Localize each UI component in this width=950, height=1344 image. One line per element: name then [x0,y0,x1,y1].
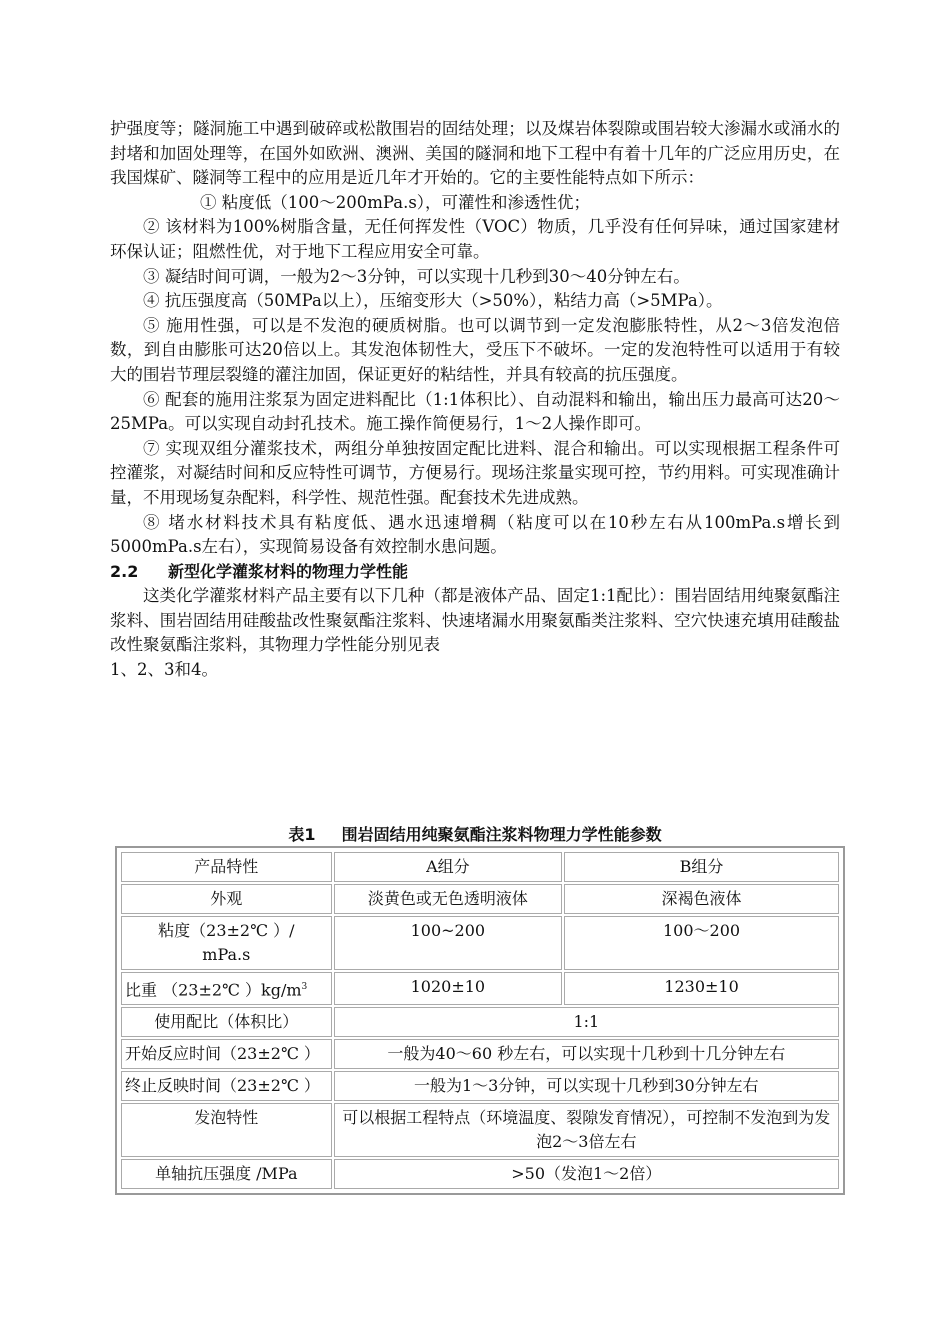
feature-item-3: ③ 凝结时间可调，一般为2～3分钟，可以实现十几秒到30～40分钟左右。 [143,266,690,286]
table-cell: 可以根据工程特点（环境温度、裂隙发育情况），可控制不发泡到为发泡2～3倍左右 [334,1103,839,1157]
table-cell: 100~200 [334,916,562,970]
table-row [121,1103,839,1157]
table-header-row [121,852,839,882]
paragraph-intro: 护强度等；隧洞施工中遇到破碎或松散围岩的固结处理；以及煤岩体裂隙或围岩较大渗漏水或涌水的封堵和加固处理等，在国外如欧洲、澳洲、美国的隧洞和地下工程中有着十几年的广泛应用历史，在我国煤矿、隧洞等工程中的应用是近几年才开始的。它的主要性能特点如下所示： [110,119,840,188]
section-number: 2.2 [110,561,139,581]
table-row [121,1071,839,1101]
table-row [121,916,839,970]
table-cell: A组分 [334,852,562,882]
table-cell: 外观 [121,884,332,914]
table-cell: 单轴抗压强度 /MPa [121,1159,332,1189]
table-cell: 1230±10 [564,972,839,1005]
table-row [121,972,839,1005]
table-cell: 发泡特性 [121,1103,332,1157]
table-cell: 一般为40～60 秒左右，可以实现十几秒到十几分钟左右 [334,1039,839,1069]
table-cell: 100～200 [564,916,839,970]
table-cell: 粘度（23±2℃ ）/ mPa.s [121,916,332,970]
table-cell: B组分 [564,852,839,882]
table-cell: 终止反映时间（23±2℃ ） [121,1071,332,1101]
feature-item-8: ⑧ 堵水材料技术具有粘度低、遇水迅速增稠（粘度可以在10秒左右从100mPa.s增长到5000mPa.s左右），实现简易设备有效控制水患问题。 [110,512,840,557]
table-cell [121,972,332,1005]
feature-item-7: ⑦ 实现双组分灌浆技术，两组分单独按固定配比进料、混合和输出。可以实现根据工程条件可控灌浆，对凝结时间和反应特性可调节，方便易行。现场注浆量实现可控，节约用料。可实现准确计量，不用现场复杂配料，科学性、规范性强。配套技术先进成熟。 [110,438,840,507]
table-row [121,884,839,914]
density-label: 比重 （23±2℃ ）kg/m [125,980,302,1000]
table-cell: 深褐色液体 [564,884,839,914]
table-cell: 1:1 [334,1007,839,1037]
table-cell: >50（发泡1～2倍） [334,1159,839,1189]
feature-item-6: ⑥ 配套的施用注浆泵为固定进料配比（1:1体积比）、自动混料和输出，输出压力最高可达20～25MPa。可以实现自动封孔技术。施工操作简便易行，1～2人操作即可。 [110,389,840,434]
table-cell: 1020±10 [334,972,562,1005]
density-unit-exponent: 3 [301,982,308,992]
table-row [121,1159,839,1189]
feature-item-5: ⑤ 施用性强，可以是不发泡的硬质树脂。也可以调节到一定发泡膨胀特性，从2～3倍发泡倍数，到自由膨胀可达20倍以上。其发泡体韧性大，受压下不破坏。一定的发泡特性可以适用于有较大的围岩节理层裂缝的灌注加固，保证更好的粘结性，并具有较高的抗压强度。 [110,315,840,384]
feature-item-2: ② 该材料为100%树脂含量，无任何挥发性（VOC）物质，几乎没有任何异味，通过国家建材环保认证；阻燃性优，对于地下工程应用安全可靠。 [110,217,840,261]
feature-item-1: ① 粘度低（100～200mPa.s），可灌性和渗透性优； [200,192,591,212]
table-cell: 产品特性 [121,852,332,882]
properties-table [115,846,845,1195]
table-cell: 一般为1～3分钟，可以实现十几秒到30分钟左右 [334,1071,839,1101]
table-caption-number: 表1 [288,825,316,844]
section-heading [110,560,840,585]
table-cell: 使用配比（体积比） [121,1007,332,1037]
feature-item-4: ④ 抗压强度高（50MPa以上），压缩变形大（>50%），粘结力高（>5MPa）。 [143,291,723,311]
table-row [121,1039,839,1069]
table-cell: 开始反应时间（23±2℃ ） [121,1039,332,1069]
paragraph-products: 这类化学灌浆材料产品主要有以下几种（都是液体产品、固定1:1配比）：围岩固结用纯聚氨酯注浆料、围岩固结用硅酸盐改性聚氨酯注浆料、快速堵漏水用聚氨酯类注浆料、空穴快速充填用硅酸盐改性聚氨酯注浆料，其物理力学性能分别见表 [110,586,840,655]
table-row [121,1007,839,1037]
body-text [110,117,840,683]
paragraph-products-end: 1、2、3和4。 [110,660,218,680]
table-caption [110,822,840,845]
table-cell: 淡黄色或无色透明液体 [334,884,562,914]
section-title: 新型化学灌浆材料的物理力学性能 [168,561,409,581]
table-caption-title: 围岩固结用纯聚氨酯注浆料物理力学性能参数 [341,825,662,844]
